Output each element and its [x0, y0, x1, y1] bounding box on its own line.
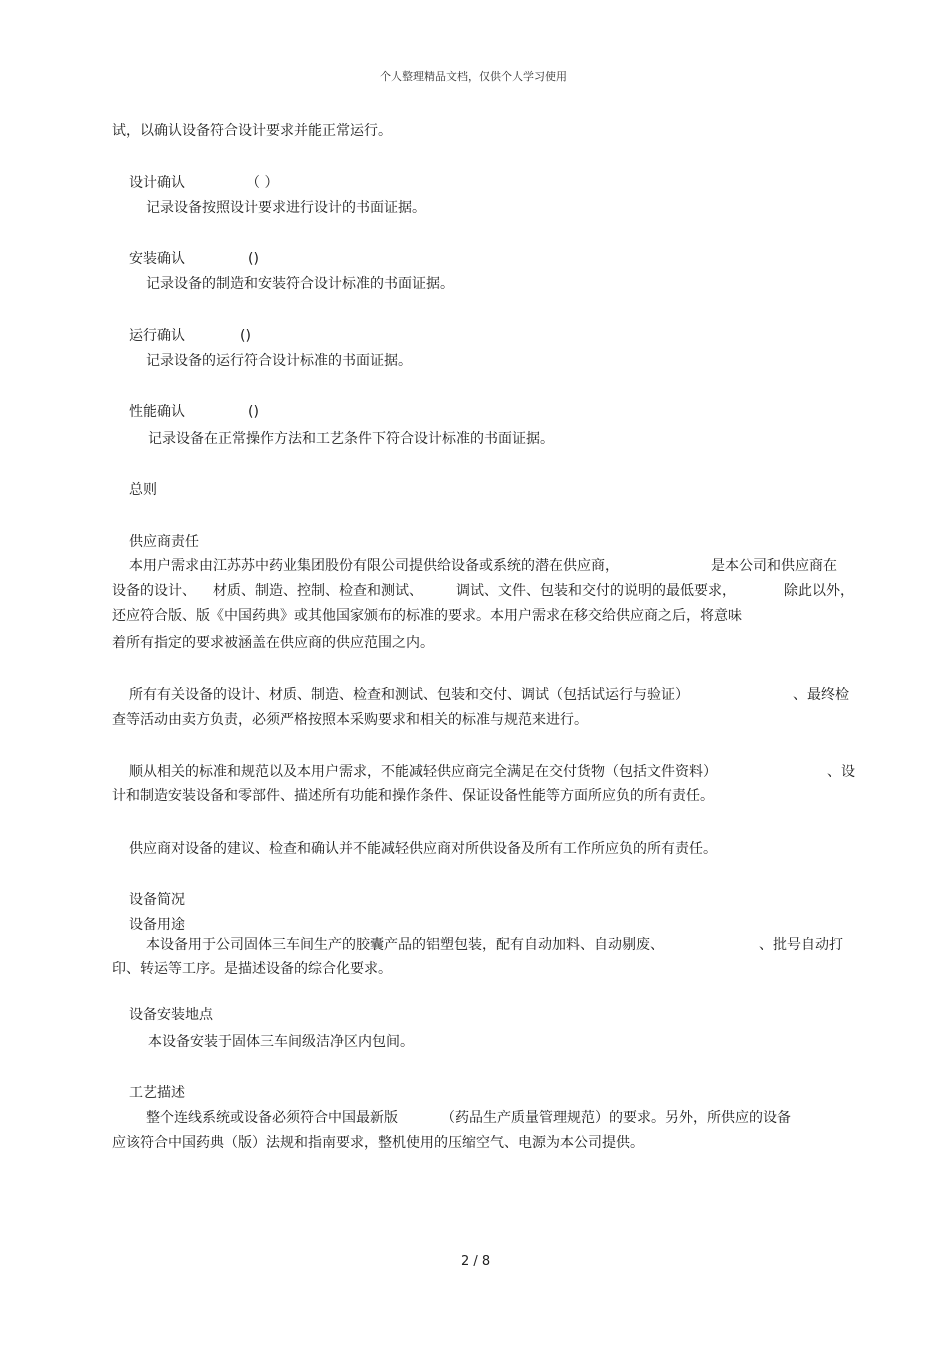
heading-installation-location: 设备安装地点 [129, 1007, 213, 1023]
text-line: 本设备安装于固体三车间级洁净区内包间。 [148, 1034, 414, 1050]
text-line: 着所有指定的要求被涵盖在供应商的供应范围之内。 [112, 635, 434, 651]
text-line: 整个连线系统或设备必须符合中国最新版 [146, 1110, 398, 1126]
text-line: 记录设备在正常操作方法和工艺条件下符合设计标准的书面证据。 [148, 431, 554, 447]
text-line: 顺从相关的标准和规范以及本用户需求，不能减轻供应商完全满足在交付货物（包括文件资料） [129, 764, 717, 780]
text-paren: () [248, 251, 259, 267]
page-number: 2 / 8 [461, 1254, 491, 1269]
text-line: 本用户需求由江苏苏中药业集团股份有限公司提供给设备或系统的潜在供应商， [129, 558, 619, 574]
text-line: 记录设备按照设计要求进行设计的书面证据。 [146, 200, 426, 216]
text-line: （药品生产质量管理规范）的要求。另外，所供应的设备 [441, 1110, 791, 1126]
text-paren: () [240, 328, 251, 344]
heading-design-qualification: 设计确认 [129, 175, 185, 191]
heading-process-description: 工艺描述 [129, 1085, 185, 1101]
text-line: 应该符合中国药典（版）法规和指南要求，整机使用的压缩空气、电源为本公司提供。 [112, 1135, 644, 1151]
text-line: 材质、制造、控制、检查和测试、 [213, 583, 423, 599]
text-line: 试，以确认设备符合设计要求并能正常运行。 [112, 123, 392, 139]
text-line: 调试、文件、包装和交付的说明的最低要求， [456, 583, 736, 599]
heading-performance-qualification: 性能确认 [129, 404, 185, 420]
heading-installation-qualification: 安装确认 [129, 251, 185, 267]
text-line: 计和制造安装设备和零部件、描述所有功能和操作条件、保证设备性能等方面所应负的所有责任。 [112, 788, 714, 804]
heading-supplier-responsibility: 供应商责任 [129, 534, 199, 550]
header-note: 个人整理精品文档，仅供个人学习使用 [380, 70, 567, 83]
text-line: 、最终检 [793, 687, 849, 703]
text-line: 、批号自动打 [759, 937, 843, 953]
text-line: 供应商对设备的建议、检查和确认并不能减轻供应商对所供设备及所有工作所应负的所有责任。 [129, 841, 717, 857]
heading-general: 总则 [129, 482, 157, 498]
text-line: 还应符合版、版《中国药典》或其他国家颁布的标准的要求。本用户需求在移交给供应商之后，将意味 [112, 608, 742, 624]
text-line: 查等活动由卖方负责，必须严格按照本采购要求和相关的标准与规范来进行。 [112, 712, 588, 728]
text-paren: （ ） [246, 175, 279, 191]
text-line: 所有有关设备的设计、材质、制造、检查和测试、包装和交付、调试（包括试运行与验证） [129, 687, 689, 703]
text-line: 设备的设计、 [112, 583, 196, 599]
text-line: 记录设备的制造和安装符合设计标准的书面证据。 [146, 276, 454, 292]
heading-equipment-overview: 设备简况 [129, 892, 185, 908]
text-paren: () [248, 404, 259, 420]
text-line: 、设 [827, 764, 855, 780]
text-line: 除此以外， [784, 583, 854, 599]
text-line: 记录设备的运行符合设计标准的书面证据。 [146, 353, 412, 369]
text-line: 印、转运等工序。是描述设备的综合化要求。 [112, 961, 392, 977]
text-line: 本设备用于公司固体三车间生产的胶囊产品的铝塑包装，配有自动加料、自动剔废、 [146, 937, 664, 953]
text-line: 是本公司和供应商在 [711, 558, 837, 574]
heading-operational-qualification: 运行确认 [129, 328, 185, 344]
heading-equipment-use: 设备用途 [129, 917, 185, 933]
